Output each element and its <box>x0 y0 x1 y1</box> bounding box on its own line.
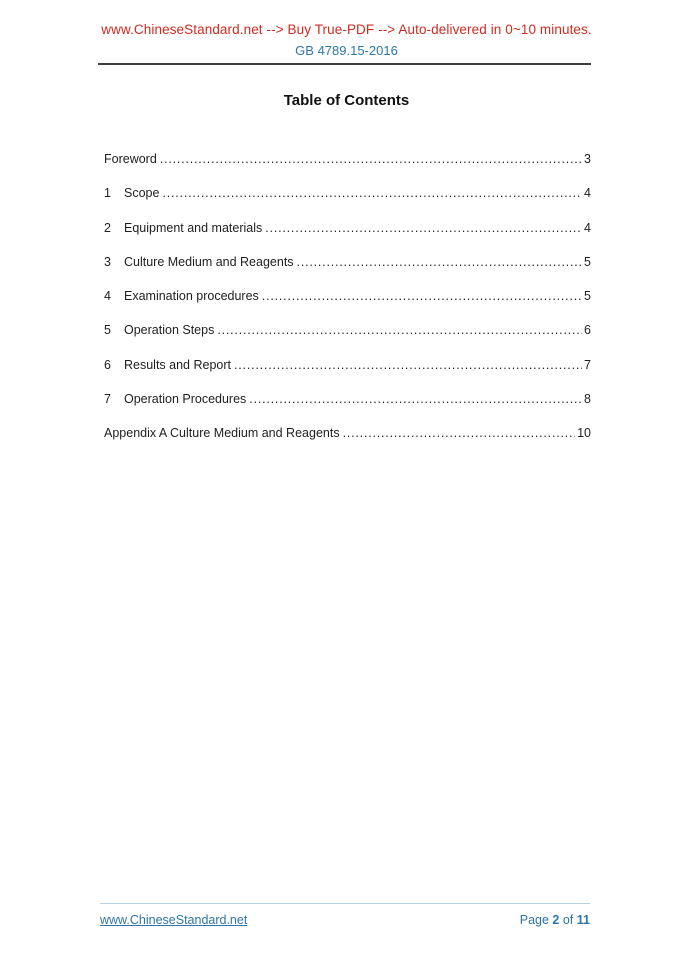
toc-entry-page: 4 <box>584 220 591 235</box>
toc-entry-number: 5 <box>104 323 111 338</box>
footer-website-link[interactable]: www.ChineseStandard.net <box>100 913 248 927</box>
toc-entry-number: 1 <box>104 186 111 201</box>
buy-pdf-banner: www.ChineseStandard.net --> Buy True-PDF --> Auto-delivered in 0~10 minutes. <box>101 22 592 37</box>
dot-leader <box>217 323 582 337</box>
page-indicator-total: 11 <box>576 913 590 927</box>
toc-entry-title: Foreword <box>104 152 157 166</box>
page-title: Table of Contents <box>283 92 410 109</box>
dot-leader <box>249 392 582 406</box>
toc-entry-title: Equipment and materials <box>124 220 263 235</box>
toc-entry-number: 2 <box>104 220 111 235</box>
header-rule <box>98 63 591 65</box>
toc-entry-operation-steps[interactable] <box>104 323 591 337</box>
toc-entry-title: Results and Report <box>124 357 232 372</box>
toc-entry-page: 4 <box>584 186 591 201</box>
toc-entry-page: 3 <box>584 152 591 166</box>
toc-entry-operation-procedures[interactable] <box>104 392 591 406</box>
page-footer <box>100 903 590 927</box>
toc-entry-results-report[interactable] <box>104 358 591 372</box>
page-indicator <box>520 913 590 927</box>
page-indicator-current: 2 <box>552 913 560 927</box>
toc-entry-page: 8 <box>584 392 591 407</box>
table-of-contents <box>104 152 591 440</box>
toc-entry-title: Appendix A Culture Medium and Reagents <box>104 426 340 441</box>
toc-entry-page: 7 <box>584 357 591 372</box>
dot-leader <box>262 289 582 303</box>
toc-entry-page: 5 <box>584 254 591 269</box>
toc-entry-culture-medium[interactable] <box>104 255 591 269</box>
dot-leader <box>297 255 583 269</box>
toc-entry-equipment[interactable] <box>104 221 591 235</box>
toc-entry-number: 6 <box>104 357 111 372</box>
toc-entry-page: 6 <box>584 323 591 338</box>
toc-entry-title: Culture Medium and Reagents <box>124 254 294 269</box>
dot-leader <box>234 358 582 372</box>
toc-entry-foreword[interactable] <box>104 152 591 166</box>
page-indicator-prefix: Page <box>519 913 549 927</box>
dot-leader <box>343 426 576 440</box>
page-header <box>0 0 693 65</box>
toc-entry-examination[interactable] <box>104 289 591 303</box>
toc-entry-number: 4 <box>104 289 111 304</box>
page-indicator-middle: of <box>562 913 574 927</box>
toc-entry-page: 5 <box>584 289 591 304</box>
dot-leader <box>160 152 582 166</box>
toc-entry-title: Operation Procedures <box>124 392 247 407</box>
toc-entry-title: Scope <box>124 186 160 201</box>
toc-entry-number: 7 <box>104 392 111 407</box>
dot-leader <box>162 186 582 200</box>
toc-entry-number: 3 <box>104 254 111 269</box>
toc-entry-appendix-a[interactable] <box>104 426 591 440</box>
toc-entry-title: Operation Steps <box>124 323 215 338</box>
toc-entry-scope[interactable] <box>104 186 591 200</box>
toc-entry-page: 10 <box>577 426 591 441</box>
dot-leader <box>265 221 582 235</box>
standard-number: GB 4789.15-2016 <box>295 43 398 58</box>
toc-entry-title: Examination procedures <box>124 289 259 304</box>
